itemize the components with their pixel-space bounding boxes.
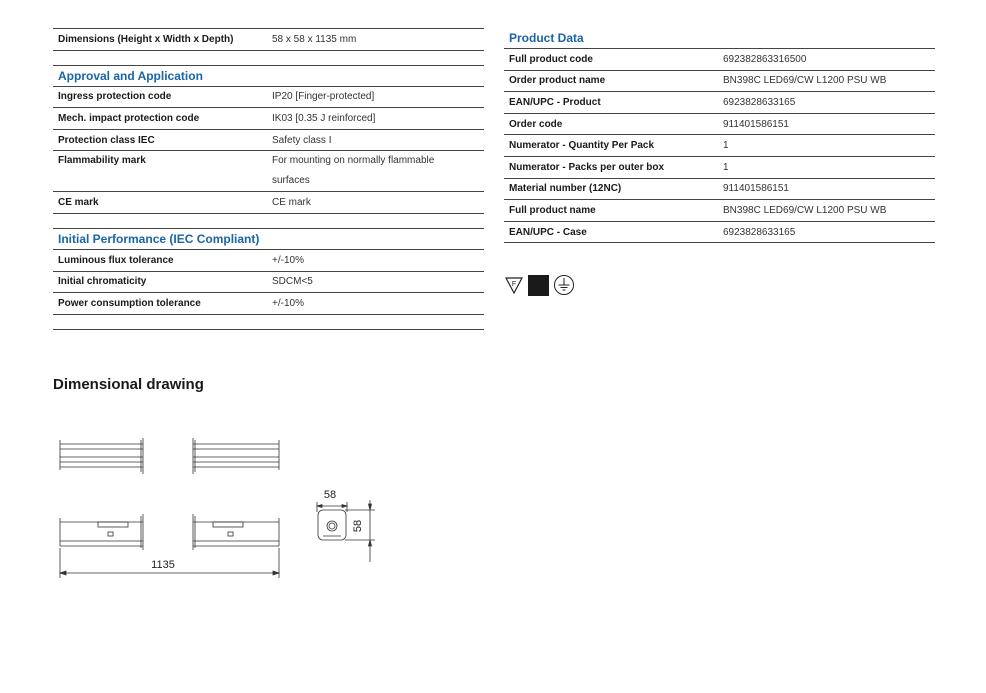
spec-label: Dimensions (Height x Width x Depth) xyxy=(53,29,267,51)
spec-value-line: For mounting on normally flammable xyxy=(272,155,435,167)
spec-label: Mech. impact protection code xyxy=(53,108,267,130)
f-mark-letter: F xyxy=(511,281,517,288)
end-view xyxy=(317,500,375,562)
table-row xyxy=(504,135,935,157)
spec-label: Ingress protection code xyxy=(53,86,267,108)
product-data-table xyxy=(504,28,935,243)
spec-value: +/-10% xyxy=(267,249,484,271)
table-row xyxy=(504,70,935,92)
spec-value: SDCM<5 xyxy=(267,271,484,293)
certification-icons xyxy=(504,274,575,296)
spec-label: Full product name xyxy=(504,200,718,222)
side-view-right xyxy=(193,514,279,550)
table-row xyxy=(504,200,935,222)
table-row xyxy=(504,92,935,114)
spec-value xyxy=(267,151,484,192)
table-row xyxy=(504,156,935,178)
spec-value-line: surfaces xyxy=(272,175,310,187)
spec-label: Protection class IEC xyxy=(53,129,267,151)
product-data-title: Product Data xyxy=(504,28,935,49)
black-square-icon xyxy=(528,275,549,296)
table-row xyxy=(53,29,484,51)
section-heading xyxy=(504,28,935,49)
height-label: 58 xyxy=(352,519,364,533)
table-row xyxy=(53,86,484,108)
spec-value: IK03 [0.35 J reinforced] xyxy=(267,108,484,130)
ground-symbol-icon xyxy=(553,274,575,296)
right-spec-column xyxy=(504,28,935,243)
spec-value: CE mark xyxy=(267,192,484,214)
width-label: 58 xyxy=(323,489,337,501)
section-heading xyxy=(53,65,484,86)
length-label: 1135 xyxy=(151,559,175,571)
spec-value: BN398C LED69/CW L1200 PSU WB xyxy=(718,70,935,92)
spec-value: 1 xyxy=(718,135,935,157)
table-row xyxy=(53,151,484,192)
spec-label: Power consumption tolerance xyxy=(53,293,267,315)
drawing-title: Dimensional drawing xyxy=(53,376,204,393)
spec-value: 6923828633165 xyxy=(718,92,935,114)
spec-label: Initial chromaticity xyxy=(53,271,267,293)
side-view-left xyxy=(60,514,143,550)
table-row xyxy=(504,49,935,71)
table-row xyxy=(53,249,484,271)
f-mark-icon xyxy=(504,275,524,295)
table-row xyxy=(504,221,935,243)
spec-label: Flammability mark xyxy=(53,151,267,192)
spec-value: IP20 [Finger-protected] xyxy=(267,86,484,108)
spec-value: BN398C LED69/CW L1200 PSU WB xyxy=(718,200,935,222)
spec-value: +/-10% xyxy=(267,293,484,315)
spec-label: EAN/UPC - Product xyxy=(504,92,718,114)
table-row xyxy=(53,271,484,293)
spec-value: 911401586151 xyxy=(718,178,935,200)
performance-title: Initial Performance (IEC Compliant) xyxy=(53,228,484,249)
spec-label: Material number (12NC) xyxy=(504,178,718,200)
top-view-left xyxy=(60,438,143,474)
table-row xyxy=(53,293,484,315)
spec-label: Order product name xyxy=(504,70,718,92)
section-heading xyxy=(53,228,484,249)
spec-label: Numerator - Quantity Per Pack xyxy=(504,135,718,157)
spec-label: EAN/UPC - Case xyxy=(504,221,718,243)
dimensional-drawing xyxy=(53,430,383,590)
top-view-right xyxy=(193,438,279,474)
spec-label: Full product code xyxy=(504,49,718,71)
spec-value: Safety class I xyxy=(267,129,484,151)
spec-label: Luminous flux tolerance xyxy=(53,249,267,271)
spec-value: 911401586151 xyxy=(718,113,935,135)
spec-label: Numerator - Packs per outer box xyxy=(504,156,718,178)
spec-value: 6923828633165 xyxy=(718,221,935,243)
spec-value: 58 x 58 x 1135 mm xyxy=(267,29,484,51)
table-row xyxy=(504,113,935,135)
spec-value: 692382863316500 xyxy=(718,49,935,71)
spec-label: Order code xyxy=(504,113,718,135)
left-spec-table xyxy=(53,28,484,330)
table-row xyxy=(53,108,484,130)
left-spec-column xyxy=(53,28,484,330)
table-row xyxy=(504,178,935,200)
approval-title: Approval and Application xyxy=(53,65,484,86)
spec-label: CE mark xyxy=(53,192,267,214)
spec-value: 1 xyxy=(718,156,935,178)
table-row xyxy=(53,192,484,214)
table-row xyxy=(53,129,484,151)
